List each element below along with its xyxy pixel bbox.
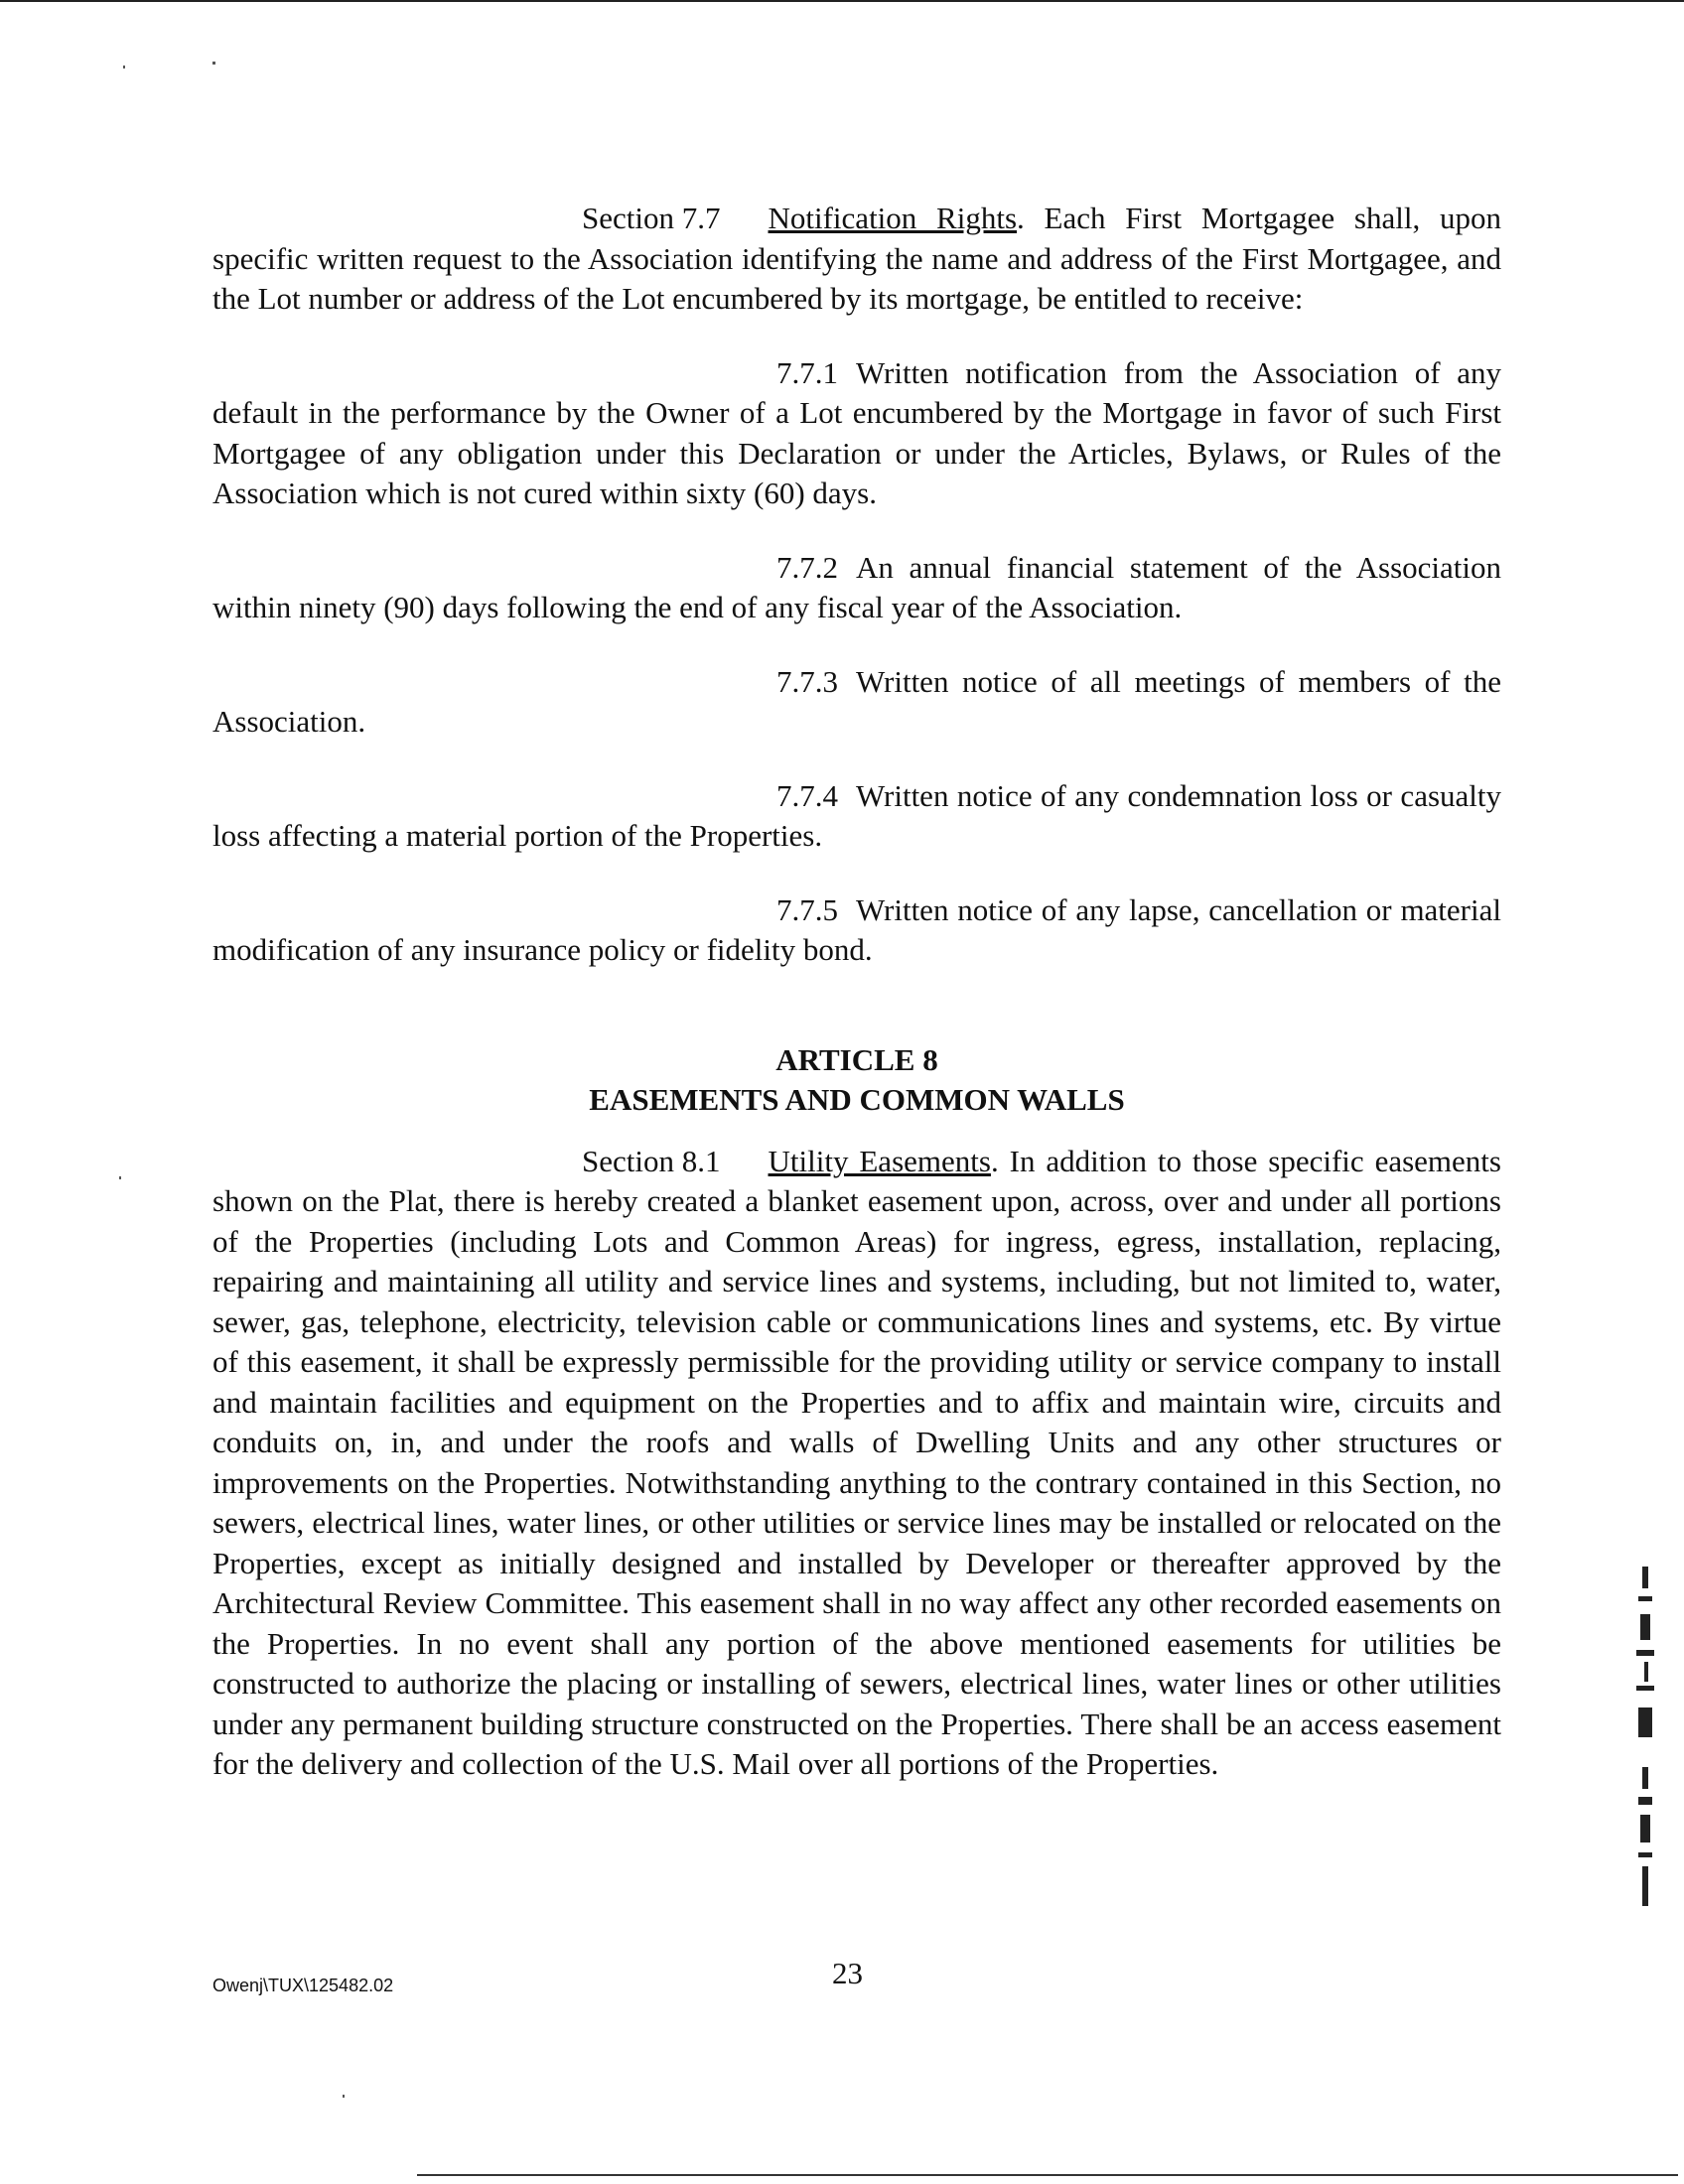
item-7-7-1 <box>212 353 1501 514</box>
top-scan-edge <box>0 0 1684 2</box>
page-number: 23 <box>832 1956 863 1990</box>
item-7-7-2-number: 7.7.2 <box>776 549 838 585</box>
item-7-7-4 <box>212 776 1501 857</box>
item-7-7-5-text: Written notice of any lapse, cancellation or material modification of any insurance policy or fidelity bond. <box>212 891 1501 967</box>
item-7-7-5 <box>212 890 1501 971</box>
section-7-7-paragraph <box>212 199 1501 320</box>
item-7-7-3-text: Written notice of all meetings of members of the Association. <box>212 663 1501 739</box>
scan-speck <box>343 2095 345 2098</box>
item-7-7-2-text: An annual financial statement of the Association within ninety (90) days following the end of any fiscal year of the Association. <box>212 549 1501 624</box>
item-7-7-3-number: 7.7.3 <box>776 663 838 699</box>
item-7-7-5-number: 7.7.5 <box>776 891 838 927</box>
section-7-7-title: Notification Rights <box>768 201 1018 235</box>
section-7-7-text: . Each First Mortgagee shall, upon specific written request to the Association identifying the name and address of the First Mortgagee, and the Lot number or address of the Lot encumbered by its mortgage, be entitled to receive: <box>212 201 1501 316</box>
document-body <box>212 199 1501 1785</box>
section-8-1-title: Utility Easements <box>768 1143 991 1178</box>
section-8-1-text: . In addition to those specific easements shown on the Plat, there is hereby created a blanket easement upon, across, over and under all portions of the Properties (including Lots and Common Areas) for ingress, egress, installation, replacing, repairing and maintaining all utility and service lines and systems, including, but not limited to, water, sewer, gas, telephone, electricity, television cable or communications lines and systems, etc. By virtue of this easement, it shall be expressly permissible for the providing utility or service company to install and maintain facilities and equipment on the Properties and to affix and maintain wire, circuits and conduits on, in, and under the roofs and walls of Dwelling Units and any other structures or improvements on the Properties. Notwithstanding anything to the contrary contained in this Section, no sewers, electrical lines, water lines, or other utilities or service lines may be installed or relocated on the Properties, except as initially designed and installed by Developer or thereafter approved by the Architectural Review Committee. This easement shall in no way affect any other recorded easements on the Properties. In no event shall any portion of the above mentioned easements for utilities be constructed to authorize the placing or installing of sewers, electrical lines, water lines or other utilities under any permanent building structure constructed on the Properties. There shall be an access easement for the delivery and collection of the U.S. Mail over all portions of the Properties. <box>212 1143 1501 1781</box>
scan-speck <box>123 66 125 68</box>
item-7-7-1-number: 7.7.1 <box>776 354 838 390</box>
item-7-7-2 <box>212 548 1501 628</box>
item-7-7-4-text: Written notice of any condemnation loss or casualty loss affecting a material portion of the Properties. <box>212 777 1501 853</box>
section-8-1-number: Section 8.1 <box>582 1143 721 1178</box>
section-8-1-paragraph <box>212 1142 1501 1785</box>
scan-speck <box>119 1176 121 1179</box>
section-7-7-number: Section 7.7 <box>582 201 721 235</box>
article-title: EASEMENTS AND COMMON WALLS <box>589 1081 1125 1117</box>
document-code: Owenj\TUX\125482.02 <box>212 1976 394 1995</box>
item-7-7-1-text: Written notification from the Association of any default in the performance by the Owner of a Lot encumbered by the Mortgage in favor of such First Mortgagee of any obligation under this Declaration or under the Articles, Bylaws, or Rules of the Association which is not cured within sixty (60) days. <box>212 354 1501 510</box>
recording-stamp-graphic <box>1626 1559 1666 1916</box>
item-7-7-4-number: 7.7.4 <box>776 777 838 813</box>
scan-speck <box>212 62 215 65</box>
article-heading: ARTICLE 8 <box>775 1041 938 1077</box>
bottom-scan-edge <box>417 2174 1678 2176</box>
item-7-7-3 <box>212 662 1501 743</box>
